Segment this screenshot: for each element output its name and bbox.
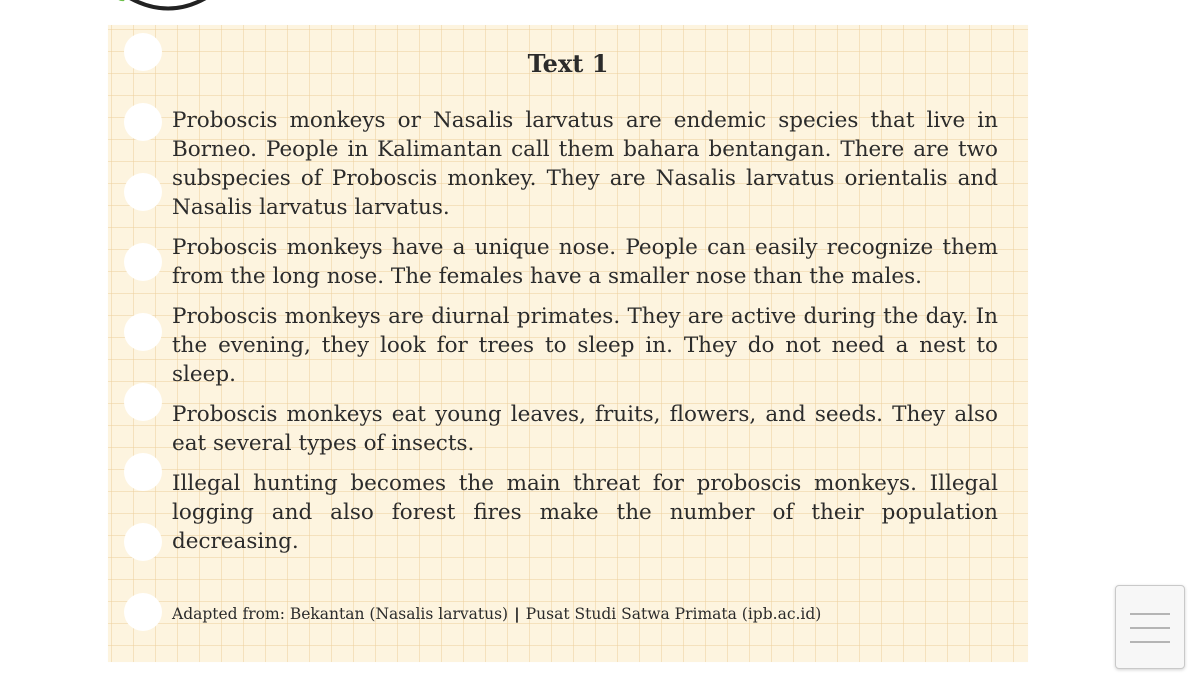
source-right: Pusat Studi Satwa Primata (ipb.ac.id) — [525, 605, 822, 623]
source-left: Adapted from: Bekantan (Nasalis larvatus) — [172, 605, 509, 623]
source-separator: | — [514, 605, 520, 623]
menu-button[interactable] — [1115, 585, 1185, 669]
source-citation — [172, 605, 821, 623]
binder-hole — [124, 103, 162, 141]
binder-hole — [124, 523, 162, 561]
binder-hole — [124, 453, 162, 491]
paragraph: Illegal hunting becomes the main threat for proboscis monkeys. Illegal logging and also forest fires make the number of their population decreasing. — [172, 471, 998, 554]
notebook-card — [108, 25, 1028, 662]
binder-hole — [124, 383, 162, 421]
paragraph: Proboscis monkeys are diurnal primates. They are active during the day. In the evening, they look for trees to sleep in. They do not need a nest to sleep. — [172, 304, 998, 387]
paragraph: Proboscis monkeys have a unique nose. People can easily recognize them from the long nose. The females have a smaller nose than the males. — [172, 235, 998, 289]
paragraph: Proboscis monkeys eat young leaves, fruits, flowers, and seeds. They also eat several types of insects. — [172, 402, 998, 456]
text-title: Text 1 — [527, 49, 609, 78]
text-body — [172, 106, 998, 567]
binder-hole — [124, 243, 162, 281]
binder-hole — [124, 313, 162, 351]
binder-hole — [124, 173, 162, 211]
logo-icon — [110, 0, 230, 14]
paragraph: Proboscis monkeys or Nasalis larvatus are endemic species that live in Borneo. People in Kalimantan call them bahara bentangan. There are two subspecies of Proboscis monkey. They are Nasalis larvatus orientalis and Nasalis larvatus larvatus. — [172, 108, 998, 220]
binder-hole — [124, 593, 162, 631]
